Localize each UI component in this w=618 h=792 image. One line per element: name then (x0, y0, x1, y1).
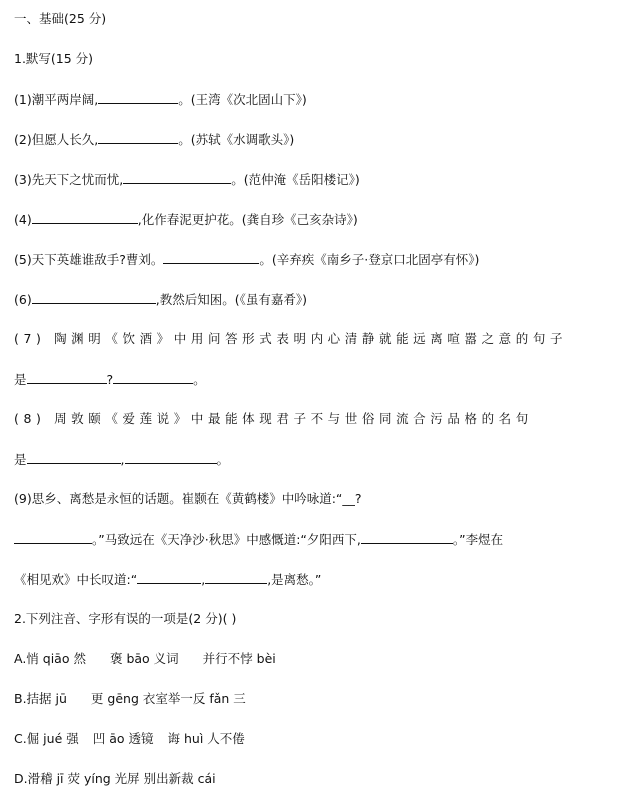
dictation-item-9-prompt: (9)思乡、离愁是永恒的话题。崔颢在《黄鹤楼》中吟咏道:“__? (14, 491, 362, 506)
answer-blank[interactable] (113, 370, 193, 384)
option-text: 褒 bāo 义词 (109, 651, 179, 666)
dictation-item-4 (14, 210, 358, 229)
item-text: (3)先天下之忧而忧, (14, 172, 124, 187)
dictation-item-5 (14, 250, 479, 269)
dictation-item-6 (14, 290, 307, 309)
answer-blank[interactable] (125, 450, 217, 464)
dictation-item-2 (14, 130, 294, 149)
answer-blank[interactable] (205, 570, 267, 584)
dictation-item-9-line-2 (14, 530, 503, 549)
option-text: D.滑稽 jī 荧 yíng 光屏 别出新裁 cái (14, 771, 216, 786)
dictation-item-8-prompt: (8) 周敦颐《爱莲说》中最能体现君子不与世俗同流合污品格的名句 (14, 411, 533, 426)
item-text: (4) (14, 212, 32, 227)
item-text: , (120, 452, 125, 467)
item-text: ,是离愁。” (267, 572, 322, 587)
answer-blank[interactable] (163, 250, 259, 264)
item-text: 是 (14, 372, 27, 387)
answer-blank[interactable] (98, 90, 178, 104)
option-text: 凹 āo 透镜 (92, 731, 154, 746)
option-b[interactable] (14, 690, 246, 708)
option-c[interactable] (14, 730, 245, 748)
option-text: C.倔 jué 强 (14, 731, 79, 746)
option-d[interactable] (14, 770, 216, 788)
answer-blank[interactable] (14, 530, 92, 544)
option-a[interactable] (14, 650, 276, 668)
answer-blank[interactable] (98, 130, 178, 144)
option-text: 诲 huì 人不倦 (167, 731, 245, 746)
option-text: B.拮据 jū (14, 691, 67, 706)
dictation-item-9-line-3 (14, 570, 321, 589)
item-text: 。(辛弃疾《南乡子·登京口北固亭有怀》) (259, 252, 480, 267)
dictation-item-7-answer (14, 370, 206, 389)
dictation-item-1 (14, 90, 307, 109)
dictation-item-7-prompt: (7) 陶渊明《饮酒》中用问答形式表明内心清静就能远离喧嚣之意的句子 (14, 331, 568, 346)
dictation-item-8-answer (14, 450, 229, 469)
item-text: (6) (14, 292, 32, 307)
item-text: (2)但愿人长久, (14, 132, 99, 147)
item-text: 是 (14, 452, 27, 467)
dictation-item-3 (14, 170, 360, 189)
option-text: 并行不悖 bèi (202, 651, 276, 666)
answer-blank[interactable] (361, 530, 453, 544)
item-text: 《相见欢》中长叹道:“ (14, 572, 138, 587)
item-text: 。 (216, 452, 230, 467)
item-text: ? (106, 372, 114, 387)
section-title: 一、基础(25 分) (14, 11, 107, 26)
answer-blank[interactable] (32, 290, 156, 304)
answer-blank[interactable] (27, 370, 107, 384)
answer-blank[interactable] (27, 450, 121, 464)
item-text: ,教然后知困。(《虽有嘉肴》) (155, 292, 307, 307)
item-text: (5)天下英雄谁敌手?曹刘。 (14, 252, 164, 267)
answer-blank[interactable] (123, 170, 231, 184)
item-text: , (201, 572, 206, 587)
item-text: (1)潮平两岸阔, (14, 92, 99, 107)
item-text: 。”李煜在 (452, 532, 504, 547)
answer-blank[interactable] (137, 570, 201, 584)
answer-blank[interactable] (32, 210, 138, 224)
option-text: A.悄 qiāo 然 (14, 651, 86, 666)
question-2-title: 2.下列注音、字形有误的一项是(2 分)( ) (14, 611, 237, 626)
item-text: 。”马致远在《天净沙·秋思》中感慨道:“夕阳西下, (92, 532, 361, 547)
question-1-title: 1.默写(15 分) (14, 51, 94, 66)
option-text: 更 gēng 衣室举一反 fǎn 三 (90, 691, 246, 706)
item-text: 。(王湾《次北固山下》) (178, 92, 307, 107)
item-text: 。 (193, 372, 206, 387)
item-text: 。(苏轼《水调歌头》) (178, 132, 295, 147)
item-text: 。(范仲淹《岳阳楼记》) (231, 172, 360, 187)
item-text: ,化作春泥更护花。(龚自珍《己亥杂诗》) (137, 212, 358, 227)
